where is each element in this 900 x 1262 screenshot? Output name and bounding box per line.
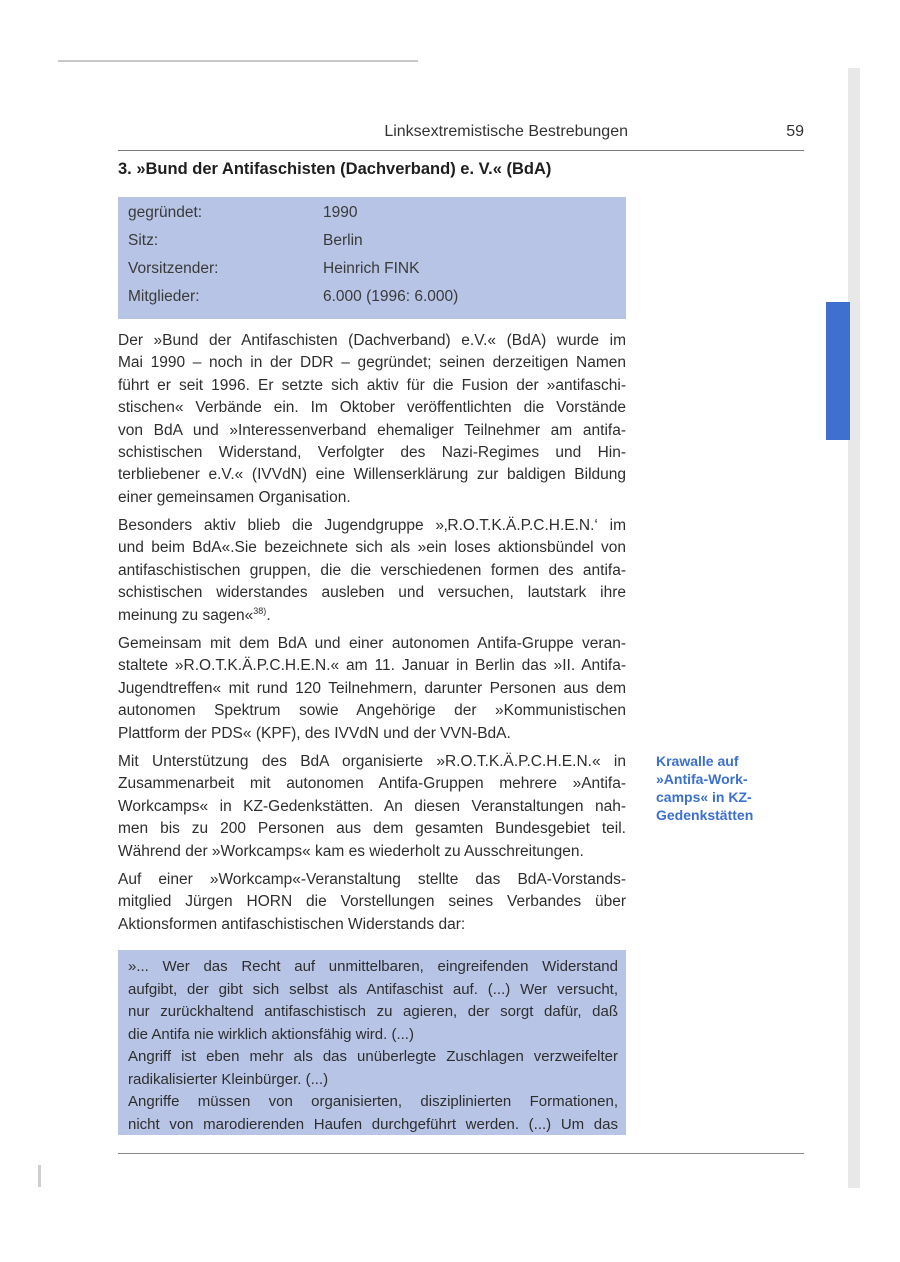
quote-line: nicht von marodierenden Haufen durchgeführt werden. (...) Um das xyxy=(128,1115,618,1133)
text-fragment: . xyxy=(266,606,271,624)
text-fragment: meinung zu sagen« xyxy=(118,606,254,624)
text-line: Mai 1990 – noch in der DDR – gegründet; seinen derzeitigen Namen xyxy=(118,354,626,372)
text-line: terbliebener e.V.« (IVVdN) eine Willenserklärung zur baldigen Bildung xyxy=(118,466,626,484)
quote-text xyxy=(128,956,618,1136)
paragraph-youth-group xyxy=(118,515,626,627)
text-line: mitglied Jürgen HORN die Vorstellungen seines Verbandes über xyxy=(118,893,626,911)
running-title: Linksextremistische Bestrebungen xyxy=(384,123,628,140)
text-line: Besonders aktiv blieb die Jugendgruppe »‚R.O.T.K.Ä.P.C.H.E.N.‘ im xyxy=(118,517,626,534)
quote-line: aufgibt, der gibt sich selbst als Antifaschist auf. (...) Wer versucht, xyxy=(128,980,618,998)
footer-rule xyxy=(118,1153,804,1154)
quote-line: Angriffe müssen von organisierten, disziplinierten Formationen, xyxy=(128,1093,618,1110)
section-heading: 3. »Bund der Antifaschisten (Dachverband) e. V.« (BdA) xyxy=(118,160,552,178)
info-label: Sitz: xyxy=(128,232,159,249)
paragraph-workcamp-event xyxy=(118,869,626,936)
scan-artifact-mark xyxy=(38,1165,41,1187)
quote-line: radikalisierter Kleinbürger. (...) xyxy=(128,1070,329,1088)
page-header xyxy=(118,120,804,151)
text-line: einer gemeinsamen Organisation. xyxy=(118,488,351,506)
organization-info-box xyxy=(118,197,626,319)
text-line: Mit Unterstützung des BdA organisierte »R.O.T.K.Ä.P.C.H.E.N.« in xyxy=(118,753,626,770)
quote-line: die Antifa nie wirklich aktionsfähig wird. (...) xyxy=(128,1025,414,1043)
info-label: Vorsitzender: xyxy=(128,260,219,277)
quote-line: Angriff ist eben mehr als das unüberlegte Zuschlagen verzweifelter xyxy=(128,1048,618,1065)
quote-box xyxy=(118,950,626,1135)
text-line: führt er seit 1996. Er setzte sich aktiv für die Fusion der »antifaschi- xyxy=(118,376,626,394)
text-line: staltete »R.O.T.K.Ä.P.C.H.E.N.« am 11. Januar in Berlin das »II. Antifa- xyxy=(118,657,626,675)
page-edge-shadow xyxy=(848,68,860,1188)
text-line: Jugendtreffen« mit rund 120 Teilnehmern, darunter Personen aus dem xyxy=(118,679,626,697)
info-label: Mitglieder: xyxy=(128,288,200,305)
text-line: Zusammenarbeit mit autonomen Antifa-Gruppen mehrere »Antifa- xyxy=(118,775,626,793)
scan-artifact-line xyxy=(58,60,418,62)
info-label: gegründet: xyxy=(128,204,203,221)
text-line: Plattform der PDS« (KPF), des IVVdN und der VVN-BdA. xyxy=(118,724,511,742)
text-line: Aktionsformen antifaschistischen Widerstands dar: xyxy=(118,915,466,933)
text-line: autonomen Spektrum sowie Angehörige der »Kommunistischen xyxy=(118,702,626,720)
paragraph-workcamps xyxy=(118,751,626,863)
margin-note-line: Gedenkstätten xyxy=(656,807,754,823)
text-line: men bis zu 200 Personen aus dem gesamten Bundesgebiet teil. xyxy=(118,820,626,838)
text-line: Auf einer »Workcamp«-Veranstaltung stellte das BdA-Vorstands- xyxy=(118,871,626,888)
paragraph-youth-meeting xyxy=(118,633,626,745)
info-value: Heinrich FINK xyxy=(323,260,420,277)
quote-line: »... Wer das Recht auf unmittelbaren, eingreifenden Widerstand xyxy=(128,958,618,975)
text-line: antifaschistischen gruppen, die die verschiedenen formen des antifa- xyxy=(118,561,626,579)
text-line: Der »Bund der Antifaschisten (Dachverband) e.V.« (BdA) wurde im xyxy=(118,332,626,349)
info-value: Berlin xyxy=(323,232,363,249)
text-line: Während der »Workcamps« kam es wiederholt zu Ausschreitungen. xyxy=(118,842,584,860)
page-number: 59 xyxy=(786,123,804,140)
info-value: 6.000 (1996: 6.000) xyxy=(323,288,459,305)
paragraph-founding xyxy=(118,330,626,509)
chapter-tab-marker xyxy=(826,302,850,440)
margin-note-line: camps« in KZ- xyxy=(656,789,752,805)
info-value: 1990 xyxy=(323,204,358,221)
text-line: von BdA und »Interessenverband ehemaliger Teilnehmer am antifa- xyxy=(118,421,626,439)
text-line: schistischen Widerstand, Verfolgter des Nazi-Regimes und Hin- xyxy=(118,443,626,461)
text-line: stischen« Verbände ein. Im Oktober veröffentlichten die Vorstände xyxy=(118,399,626,417)
text-line: und beim BdA«.Sie bezeichnete sich als »ein loses aktionsbündel von xyxy=(118,539,626,557)
text-line: Gemeinsam mit dem BdA und einer autonomen Antifa-Gruppe veran- xyxy=(118,635,626,652)
margin-note xyxy=(656,752,786,824)
text-line: Workcamps« in KZ-Gedenkstätten. An diesen Veranstaltungen nah- xyxy=(118,797,626,815)
quote-line: nur zurückhaltend antifaschistisch zu agieren, der sorgt dafür, daß xyxy=(128,1003,618,1020)
margin-note-line: »Antifa-Work- xyxy=(656,771,748,787)
text-line-with-footnote xyxy=(118,605,626,627)
footnote-ref: 38) xyxy=(253,605,267,616)
margin-note-line: Krawalle auf xyxy=(656,753,739,769)
text-line: schistischen widerstandes ausleben und versuchen, lautstark ihre xyxy=(118,584,626,602)
